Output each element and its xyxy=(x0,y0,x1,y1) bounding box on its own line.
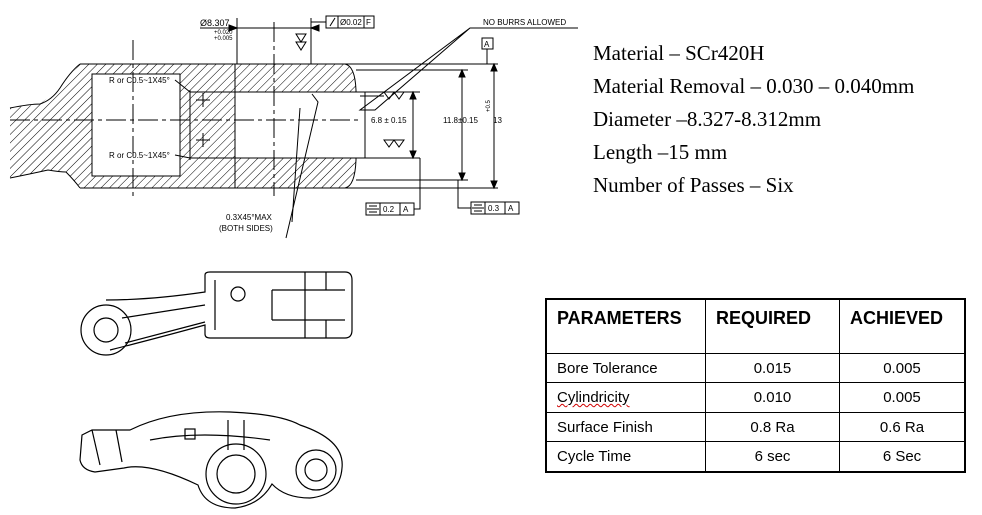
table-row xyxy=(546,353,965,383)
iso-end-hole xyxy=(305,459,327,481)
iso-square xyxy=(185,429,195,439)
cell-required: 0.015 xyxy=(706,353,840,383)
table-header-row xyxy=(546,299,965,353)
spec-material: Material – SCr420H xyxy=(593,41,765,65)
header-parameters: PARAMETERS xyxy=(546,299,706,353)
table-row xyxy=(546,442,965,472)
spec-diameter: Diameter –8.327-8.312mm xyxy=(593,107,822,131)
iso-bore xyxy=(217,455,255,493)
cell-param: Cycle Time xyxy=(546,442,706,472)
section-view xyxy=(10,16,578,238)
chamfer-note-2: (BOTH SIDES) xyxy=(219,224,273,233)
header-achieved: ACHIEVED xyxy=(840,299,966,353)
header-required: REQUIRED xyxy=(706,299,840,353)
dim-outer-tol: +0.5 xyxy=(486,100,492,112)
datum-a: A xyxy=(484,40,490,49)
spec-passes: Number of Passes – Six xyxy=(593,173,794,197)
cell-required: 0.8 Ra xyxy=(706,412,840,442)
iso-bore-outer xyxy=(206,444,266,504)
no-burrs-note: NO BURRS ALLOWED xyxy=(483,18,567,27)
cell-param: Surface Finish xyxy=(546,412,706,442)
spec-length: Length –15 mm xyxy=(593,140,728,164)
dia-tol-lower: +0.005 xyxy=(214,36,233,42)
sym-value-2: 0.3 xyxy=(488,204,500,213)
cell-achieved: 0.005 xyxy=(840,383,966,413)
bore xyxy=(235,92,365,158)
cell-required: 0.010 xyxy=(706,383,840,413)
parameters-table xyxy=(545,298,966,473)
dim-mid: 11.8±0.15 xyxy=(443,116,478,125)
cell-param-text: Cylindricity xyxy=(557,389,630,407)
rocker-arm-plan-view xyxy=(81,272,352,355)
sym-datum-2: A xyxy=(508,204,514,213)
cell-param: Bore Tolerance xyxy=(546,353,706,383)
inner-pocket xyxy=(92,74,180,176)
dia-label: Ø8.307 xyxy=(200,18,230,28)
dim-inner: 6.8 ± 0.15 xyxy=(371,116,407,125)
iso-end-outer xyxy=(296,450,336,490)
chamfer-note-1: 0.3X45°MAX xyxy=(226,213,272,222)
radius-note-bottom: R or C0.5~1X45° xyxy=(109,151,170,160)
dim-outer: 13 xyxy=(493,116,502,125)
plan-small-hole xyxy=(231,287,245,301)
table-row xyxy=(546,412,965,442)
sym-datum-1: A xyxy=(403,205,409,214)
cell-achieved: 0.6 Ra xyxy=(840,412,966,442)
sym-value-1: 0.2 xyxy=(383,205,395,214)
cell-achieved: 0.005 xyxy=(840,353,966,383)
cell-achieved: 6 Sec xyxy=(840,442,966,472)
cyl-datum: F xyxy=(366,18,371,27)
no-burrs-leader xyxy=(360,28,578,110)
cell-required: 6 sec xyxy=(706,442,840,472)
material-specs xyxy=(593,40,973,205)
dia-tol-upper: +0.020 xyxy=(214,30,233,36)
plan-hole xyxy=(94,318,118,342)
rocker-arm-iso-view xyxy=(80,412,342,508)
cell-param xyxy=(546,383,706,413)
table-row xyxy=(546,383,965,413)
cyl-tolerance: Ø0.02 xyxy=(340,18,362,27)
spec-material-removal: Material Removal – 0.030 – 0.040mm xyxy=(593,74,915,98)
radius-note-top: R or C0.5~1X45° xyxy=(109,76,170,85)
